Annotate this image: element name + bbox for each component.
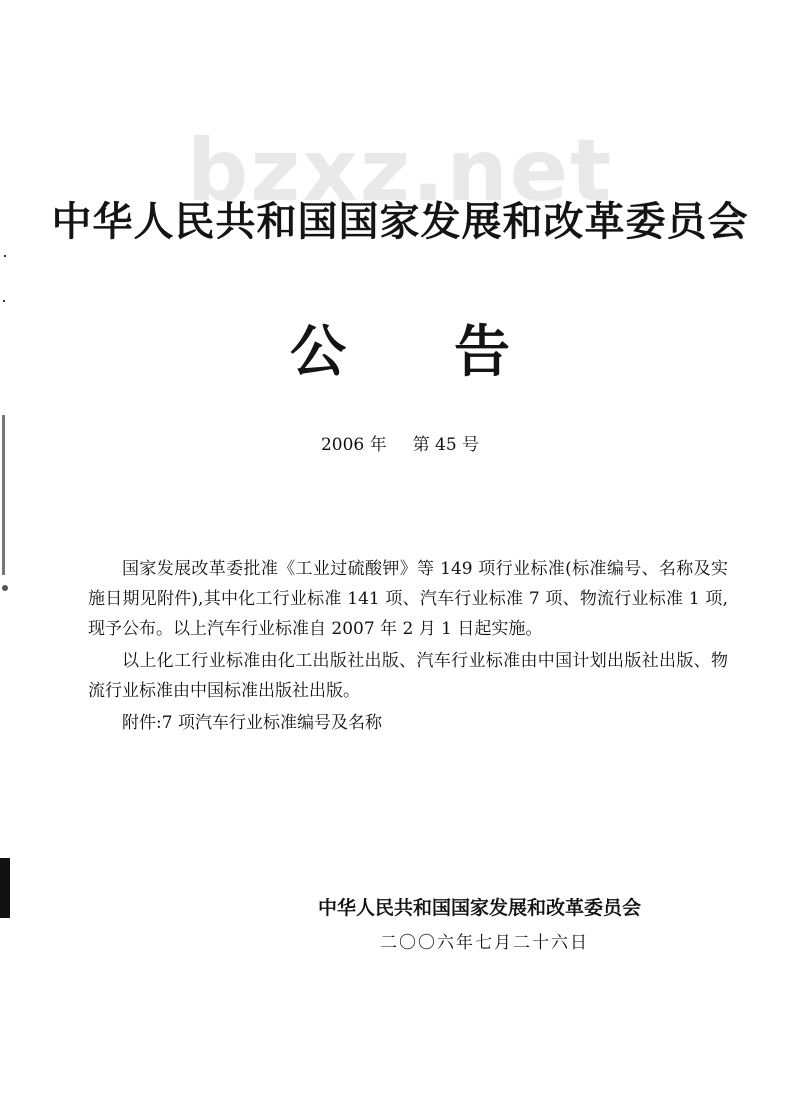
scan-edge-mark [2, 415, 5, 575]
scan-edge-mark [3, 300, 5, 302]
attachment-line: 附件:7 项汽车行业标准编号及名称 [122, 713, 382, 733]
notice-body [88, 554, 728, 740]
notice-title: 公告 [290, 320, 618, 385]
issue-number-line [0, 430, 800, 455]
scan-edge-mark [4, 255, 6, 257]
body-paragraph: 国家发展改革委批准《工业过硫酸钾》等 149 项行业标准(标准编号、名称及实施日期见附件),其中化工行业标准 141 项、汽车行业标准 7 项、物流行业标准 1 项,现予公布。以上汽车行业标准自 2007 年 2 月 1 日起实施。 [88, 559, 728, 639]
issuing-organization-title: 中华人民共和国国家发展和改革委员会 [51, 199, 749, 245]
issue-year: 2006 年 [320, 435, 387, 455]
issue-number: 第 45 号 [412, 435, 480, 455]
watermark-text: bzxz.net [186, 121, 614, 221]
body-paragraph: 以上化工行业标准由化工出版社出版、汽车行业标准由中国计划出版社出版、物流行业标准由中国标准出版社出版。 [88, 651, 728, 701]
signature-date: 二〇〇六年七月二十六日 [380, 933, 589, 953]
scan-edge-mark [2, 585, 8, 591]
signature-organization: 中华人民共和国国家发展和改革委员会 [318, 897, 642, 919]
scan-edge-mark [0, 858, 10, 918]
